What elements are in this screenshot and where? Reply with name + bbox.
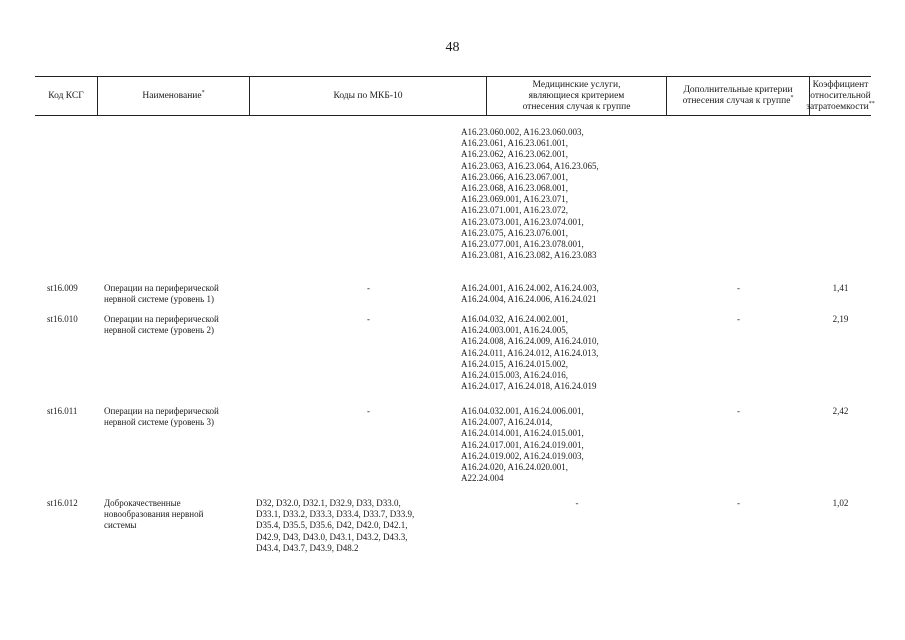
table-header [35, 76, 875, 116]
mkb-cell: - [367, 314, 370, 324]
services-cell: A16.04.032, A16.24.002.001, A16.24.003.001, A16.24.005, A16.24.008, A16.24.009, A16.24.010, A16.24.011, A16.24.012, A16.24.013, A16.24.015, A16.24.015.002, A16.24.015.003, A16.24.016, A16.24.017, A16.24.018, A16.24.019 [461, 314, 599, 392]
header-coef: Коэффициент относительной затратоемкости** [806, 79, 875, 112]
ksg-name: Операции на периферической нервной системе (уровень 3) [104, 406, 219, 428]
ksg-code: st16.012 [47, 498, 78, 508]
mkb-cell: D32, D32.0, D32.1, D32.9, D33, D33.0, D33.1, D33.2, D33.3, D33.4, D33.7, D33.9, D35.4, D35.5, D35.6, D42, D42.0, D42.1, D42.9, D43, D43.0, D43.1, D43.2, D43.3, D43.4, D43.7, D43.9, D48.2 [256, 498, 415, 553]
ksg-code: st16.011 [47, 406, 78, 416]
extra-criteria-cell: - [737, 283, 740, 293]
ksg-code: st16.010 [47, 314, 78, 324]
services-cell: A16.04.032.001, A16.24.006.001, A16.24.007, A16.24.014, A16.24.014.001, A16.24.015.001, A16.24.017.001, A16.24.019.001, A16.24.019.002, A16.24.019.003, A16.24.020, A16.24.020.001, A22.24.004 [461, 406, 584, 484]
mkb-cell: - [367, 283, 370, 293]
coefficient-cell: 1,41 [832, 283, 849, 293]
ksg-name: Доброкачественные новообразования нервной системы [104, 498, 204, 531]
extra-criteria-cell: - [737, 314, 740, 324]
coefficient-cell: 2,19 [832, 314, 849, 324]
services-cell: - [575, 498, 579, 508]
services-cell: A16.24.001, A16.24.002, A16.24.003, A16.24.004, A16.24.006, A16.24.021 [461, 283, 599, 305]
coefficient-cell: 1,02 [832, 498, 849, 508]
mkb-cell: - [367, 406, 370, 416]
page-number: 48 [445, 40, 460, 55]
header-name: Наименование* [98, 77, 250, 115]
ksg-code: st16.009 [47, 283, 78, 293]
header-code: Код КСГ [35, 77, 98, 115]
ksg-name: Операции на периферической нервной системе (уровень 2) [104, 314, 219, 336]
header-extra: Дополнительные критерии отнесения случая к группе* [667, 77, 810, 115]
header-mkb: Коды по МКБ-10 [250, 77, 487, 115]
header-services: Медицинские услуги, являющиеся критерием отнесения случая к группе [487, 77, 667, 115]
services-cell: A16.23.060.002, A16.23.060.003, A16.23.061, A16.23.061.001, A16.23.062, A16.23.062.001, A16.23.063, A16.23.064, A16.23.065, A16.23.066, A16.23.067.001, A16.23.068, A16.23.068.001, A16.23.069.001, A16.23.071, A16.23.071.001, A16.23.072, A16.23.073.001, A16.23.074.001, A16.23.075, A16.23.076.001, A16.23.077.001, A16.23.078.001, A16.23.081, A16.23.082, A16.23.083 [461, 127, 599, 261]
extra-criteria-cell: - [737, 406, 740, 416]
extra-criteria-cell: - [737, 498, 740, 508]
ksg-name: Операции на периферической нервной системе (уровень 1) [104, 283, 219, 305]
coefficient-cell: 2,42 [832, 406, 849, 416]
